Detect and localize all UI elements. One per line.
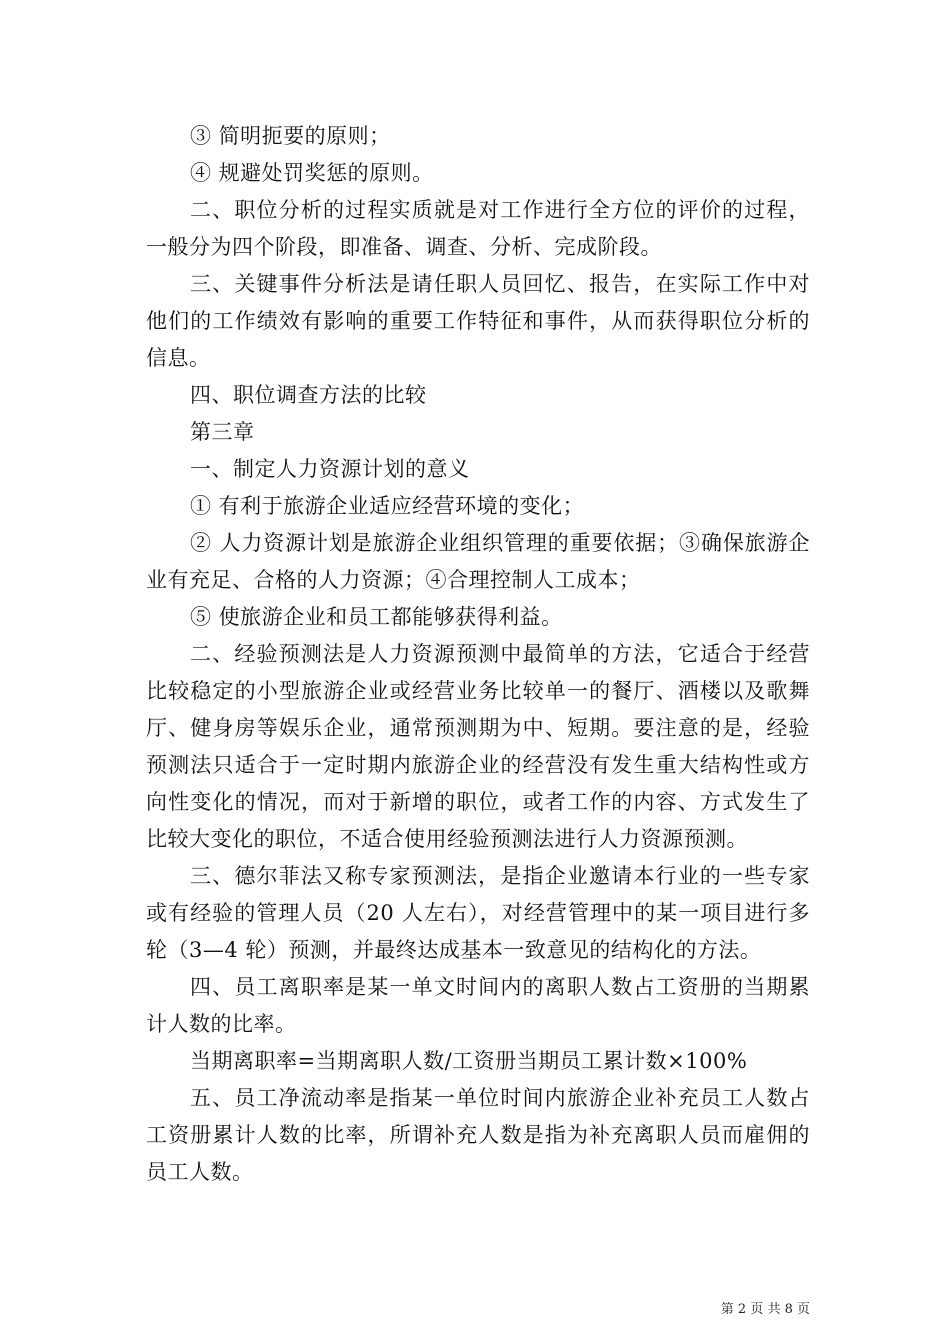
paragraph: 三、德尔菲法又称专家预测法，是指企业邀请本行业的一些专家或有经验的管理人员（20 人左右），对经营管理中的某一项目进行多轮（3—4 轮）预测，并最终达成基本一致意见的结构化的方法。: [146, 864, 810, 962]
paragraph: 三、关键事件分析法是请任职人员回忆、报告，在实际工作中对他们的工作绩效有影响的重要工作特征和事件，从而获得职位分析的信息。: [146, 272, 810, 370]
document-body: [146, 118, 810, 1191]
paragraph: ⑤ 使旅游企业和员工都能够获得利益。: [190, 605, 563, 629]
paragraph: 一、制定人力资源计划的意义: [190, 457, 470, 481]
paragraph: ② 人力资源计划是旅游企业组织管理的重要依据；③确保旅游企业有充足、合格的人力资源；④合理控制人工成本；: [146, 531, 810, 592]
paragraph: ③ 简明扼要的原则；: [190, 124, 391, 148]
paragraph: ① 有利于旅游企业适应经营环境的变化；: [190, 494, 585, 518]
paragraph: 二、职位分析的过程实质就是对工作进行全方位的评价的过程，一般分为四个阶段，即准备、调查、分析、完成阶段。: [146, 198, 810, 259]
paragraph: 四、职位调查方法的比较: [190, 383, 427, 407]
page-number: 第 2 页 共 8 页: [720, 1302, 810, 1317]
paragraph: 四、员工离职率是某一单文时间内的离职人数占工资册的当期累计人数的比率。: [146, 975, 810, 1036]
paragraph: ④ 规避处罚奖惩的原则。: [190, 161, 434, 185]
paragraph: 二、经验预测法是人力资源预测中最简单的方法，它适合于经营比较稳定的小型旅游企业或经营业务比较单一的餐厅、酒楼以及歌舞厅、健身房等娱乐企业，通常预测期为中、短期。要注意的是，经验预测法只适合于一定时期内旅游企业的经营没有发生重大结构性或方向性变化的情况，而对于新增的职位，或者工作的内容、方式发生了比较大变化的职位，不适合使用经验预测法进行人力资源预测。: [146, 642, 810, 851]
formula-line: 当期离职率=当期离职人数/工资册当期员工累计数×100%: [190, 1049, 748, 1073]
paragraph: 五、员工净流动率是指某一单位时间内旅游企业补充员工人数占工资册累计人数的比率，所谓补充人数是指为补充离职人员而雇佣的员工人数。: [146, 1086, 810, 1184]
chapter-heading: 第三章: [190, 420, 255, 444]
